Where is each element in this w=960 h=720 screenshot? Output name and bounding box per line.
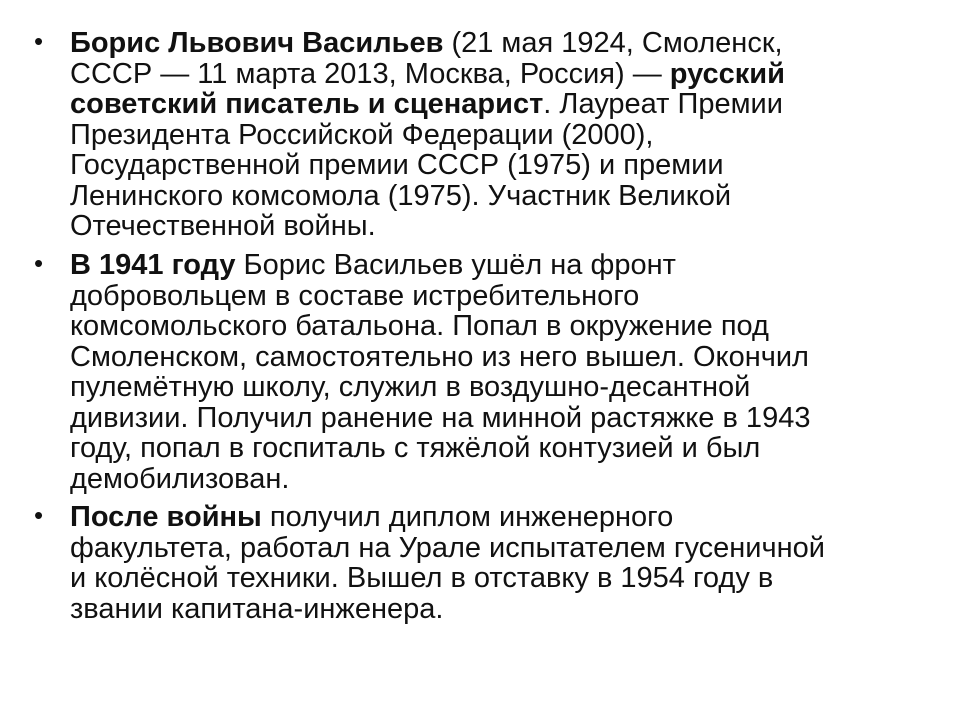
text-run: году, попал в госпиталь с тяжёлой контузией и был xyxy=(70,432,761,464)
text-line xyxy=(70,594,930,625)
bold-text-run: Борис Львович Васильев xyxy=(70,27,444,59)
text-line xyxy=(70,502,930,533)
text-run: Президента Российской Федерации (2000), xyxy=(70,118,654,151)
text-line xyxy=(70,211,930,242)
text-line xyxy=(70,533,930,564)
text-line xyxy=(70,433,930,464)
text-run: комсомольского батальона. Попал в окружение под xyxy=(70,310,769,342)
bullet-biography xyxy=(34,26,930,242)
text-run: Отечественной войны. xyxy=(70,210,376,242)
text-line xyxy=(70,89,930,120)
text-run: демобилизован. xyxy=(70,462,290,495)
text-run: получил диплом инженерного xyxy=(261,501,674,533)
bold-text-run: советский писатель и сценарист xyxy=(70,88,544,120)
bullet-text xyxy=(70,250,930,494)
text-line xyxy=(70,181,930,212)
text-line xyxy=(70,28,930,59)
bullet-text xyxy=(70,28,930,242)
text-run: Смоленском, самостоятельно из него вышел. Окончил xyxy=(70,340,809,373)
bullet-text xyxy=(70,502,930,624)
bullet-war-1941 xyxy=(34,248,930,495)
bullet-marker: • xyxy=(34,26,44,56)
text-run: Борис Васильев ушёл на фронт xyxy=(235,249,676,281)
bullet-after-war xyxy=(34,500,930,625)
text-line xyxy=(70,342,930,373)
bold-text-run: русский xyxy=(669,57,785,90)
text-run: пулемётную школу, служил в воздушно-десантной xyxy=(70,371,751,403)
text-line xyxy=(70,403,930,434)
text-run: дивизии. Получил ранение на минной растяжке в 1943 xyxy=(70,401,811,434)
text-line xyxy=(70,150,930,181)
text-run: добровольцем в составе истребительного xyxy=(70,279,640,312)
text-run: СССР — 11 марта 2013, Москва, Россия) — xyxy=(70,57,670,90)
text-line xyxy=(70,311,930,342)
text-run: (21 мая 1924, Смоленск, xyxy=(443,27,783,59)
text-run: . Лауреат Премии xyxy=(543,88,783,120)
text-line xyxy=(70,59,930,90)
text-line xyxy=(70,281,930,312)
bold-text-run: После войны xyxy=(70,501,262,533)
text-line xyxy=(70,372,930,403)
text-run: Государственной премии СССР (1975) и премии xyxy=(70,149,724,181)
text-line xyxy=(70,563,930,594)
text-line xyxy=(70,464,930,495)
text-run: звании капитана-инженера. xyxy=(70,592,444,625)
bullet-marker: • xyxy=(34,248,44,278)
text-line xyxy=(70,120,930,151)
bold-text-run: В 1941 году xyxy=(70,249,236,281)
text-run: факультета, работал на Урале испытателем гусеничной xyxy=(70,531,825,564)
text-run: и колёсной техники. Вышел в отставку в 1954 году в xyxy=(70,562,774,594)
text-run: Ленинского комсомола (1975). Участник Великой xyxy=(70,179,732,212)
text-line xyxy=(70,250,930,281)
bullet-marker: • xyxy=(34,500,44,530)
